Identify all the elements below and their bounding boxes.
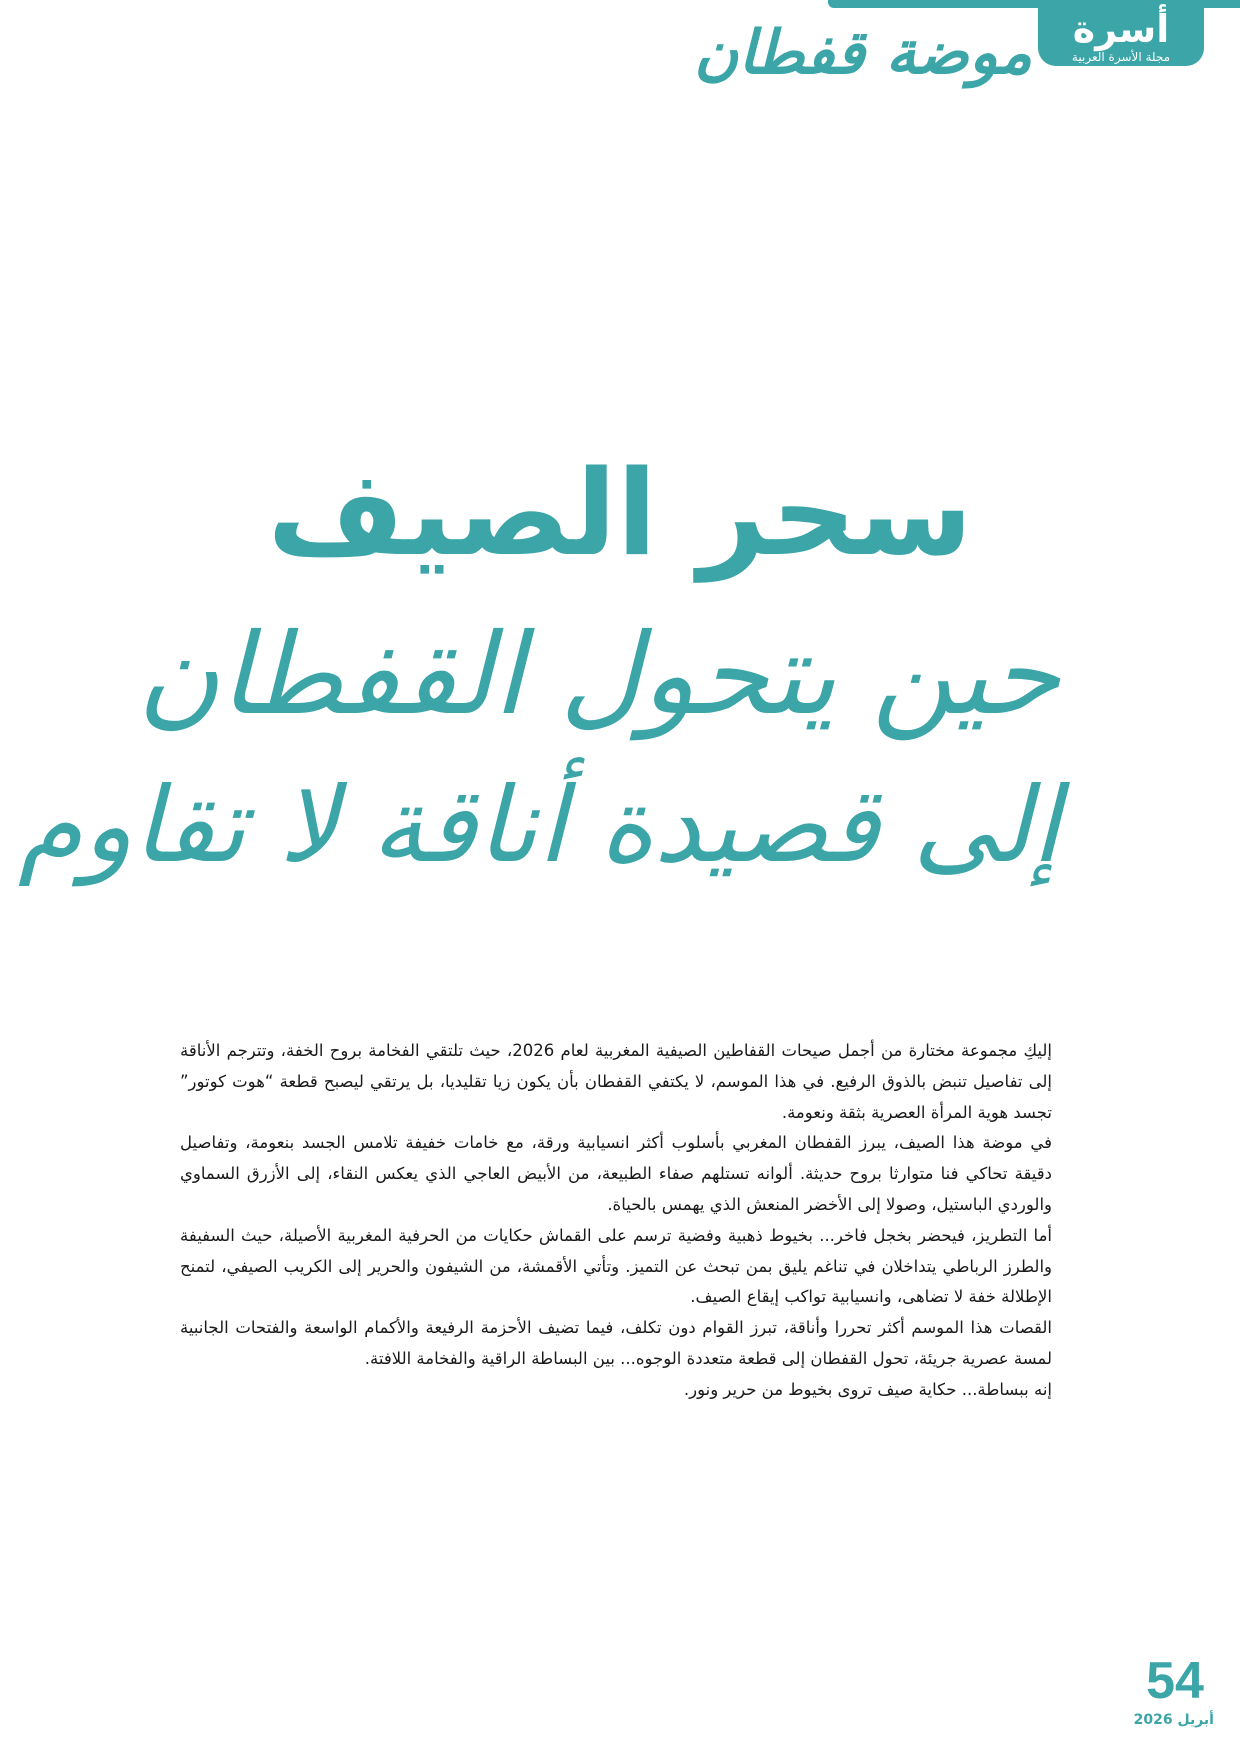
article-paragraph: إنه ببساطة... حكاية صيف تروى بخيوط من حرير ونور.	[683, 1379, 1052, 1399]
article-paragraph: أما التطريز، فيحضر بخجل فاخر... بخيوط ذهبية وفضية ترسم على القماش حكايات من الحرفية المغربية الأصيلة، حيث السفيفة والطرز الرباطي يتداخلان في تناغم يليق بمن تبحث عن التميز. وتأتي الأقمشة، من الشيفون والحرير إلى الكريب الصيفي، لتمنح الإطلالة خفة لا تضاهى، وانسيابية تواكب إيقاع الصيف.	[180, 1225, 1052, 1307]
article-body	[180, 1036, 1052, 1406]
article-headline: سحر الصيف	[267, 444, 973, 582]
article-subtitle	[17, 600, 1060, 900]
section-title: موضة قفطان	[694, 18, 1032, 88]
logo-word: أسرة	[1072, 7, 1170, 51]
subtitle-line-2: إلى قصيدة أناقة لا تقاوم	[17, 764, 1060, 886]
logo-tagline: مجلة الأسرة العربية	[1071, 50, 1171, 64]
page-number: 54	[1146, 1652, 1204, 1710]
article-paragraph: القصات هذا الموسم أكثر تحررا وأناقة، تبرز القوام دون تكلف، فيما تضيف الأحزمة الرفيعة والأكمام الواسعة والفتحات الجانبية لمسة عصرية جريئة، تحول القفطان إلى قطعة متعددة الوجوه... بين البساطة الراقية والفخامة اللافتة.	[180, 1318, 1052, 1368]
issue-date: أبريل 2026	[1133, 1712, 1214, 1728]
article-paragraph: إليكِ مجموعة مختارة من أجمل صيحات القفاطين الصيفية المغربية لعام 2026، حيث تلتقي الفخامة بروح الخفة، وتترجم الأناقة إلى تفاصيل تنبض بالذوق الرفيع. في هذا الموسم، لا يكتفي القفطان بأن يكون زيا تقليديا، بل يرتقي ليصبح قطعة “هوت كوتور” تجسد هوية المرأة العصرية بثقة ونعومة.	[180, 1041, 1052, 1122]
magazine-logo	[1038, 8, 1204, 66]
article-paragraph: في موضة هذا الصيف، يبرز القفطان المغربي بأسلوب أكثر انسيابية ورقة، مع خامات خفيفة تلامس الجسد بنعومة، وتفاصيل دقيقة تحاكي فنا متوارثا بروح حديثة. ألوانه تستلهم صفاء الطبيعة، من الأبيض العاجي الذي يعكس النقاء، إلى الأزرق السماوي والوردي الباستيل، وصولا إلى الأخضر المنعش الذي يهمس بالحياة.	[180, 1133, 1052, 1214]
top-accent-line	[828, 0, 1240, 8]
subtitle-line-1: حين يتحول القفطان	[137, 610, 1060, 740]
